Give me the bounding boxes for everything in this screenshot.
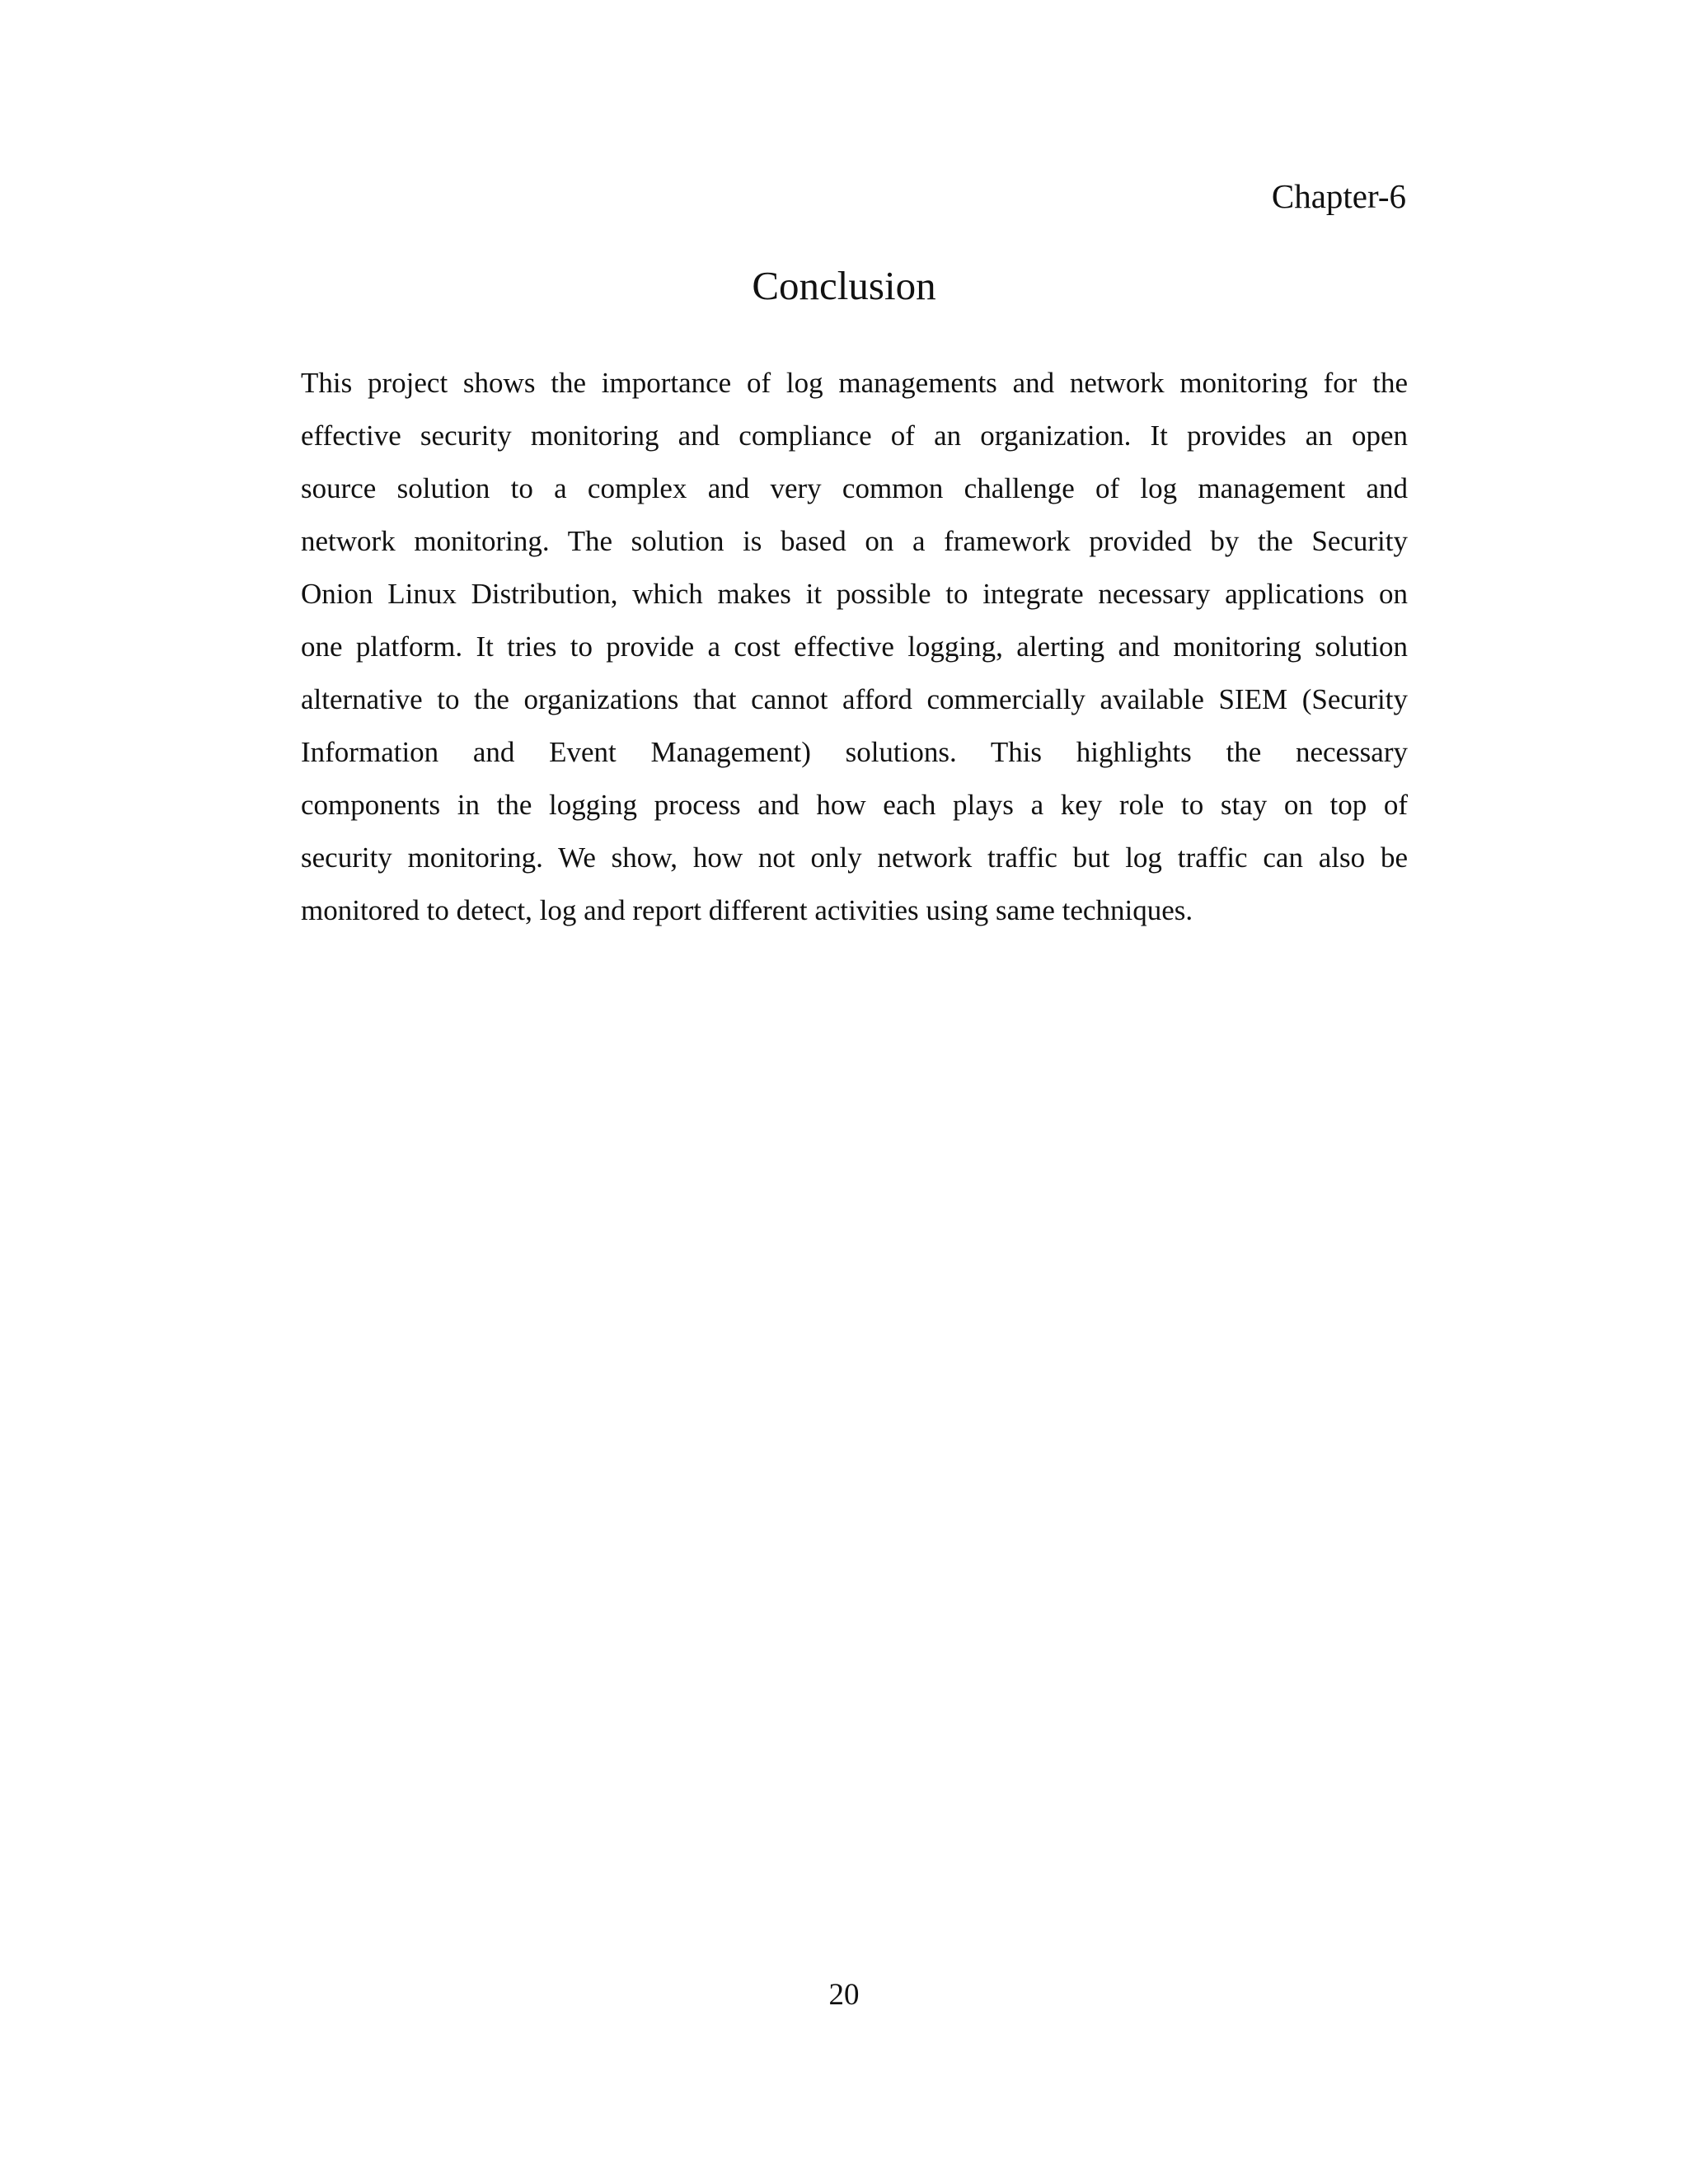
paragraph-line: one platform. It tries to provide a cost effective logging, alerting and monitoring solution — [301, 630, 1408, 663]
paragraph-line: Onion Linux Distribution, which makes it possible to integrate necessary applications on — [301, 578, 1408, 610]
paragraph-line: security monitoring. We show, how not only network traffic but log traffic can also be — [301, 841, 1408, 874]
paragraph-line: components in the logging process and how each plays a key role to stay on top of — [301, 789, 1408, 821]
section-title: Conclusion — [752, 263, 936, 308]
page-number: 20 — [828, 1978, 860, 2012]
paragraph-line: alternative to the organizations that cannot afford commercially available SIEM (Security — [301, 683, 1408, 715]
paragraph-line: network monitoring. The solution is based on a framework provided by the Security — [301, 525, 1408, 557]
chapter-label: Chapter-6 — [1271, 177, 1406, 215]
paragraph-line: monitored to detect, log and report different activities using same techniques. — [301, 894, 1193, 926]
paragraph-line: This project shows the importance of log managements and network monitoring for the — [301, 367, 1408, 399]
paragraph-line: source solution to a complex and very common challenge of log management and — [301, 472, 1408, 504]
paragraph-line: effective security monitoring and compliance of an organization. It provides an open — [301, 419, 1408, 452]
body-paragraph — [301, 357, 1408, 937]
paragraph-line: Information and Event Management) solutions. This highlights the necessary — [301, 736, 1408, 768]
